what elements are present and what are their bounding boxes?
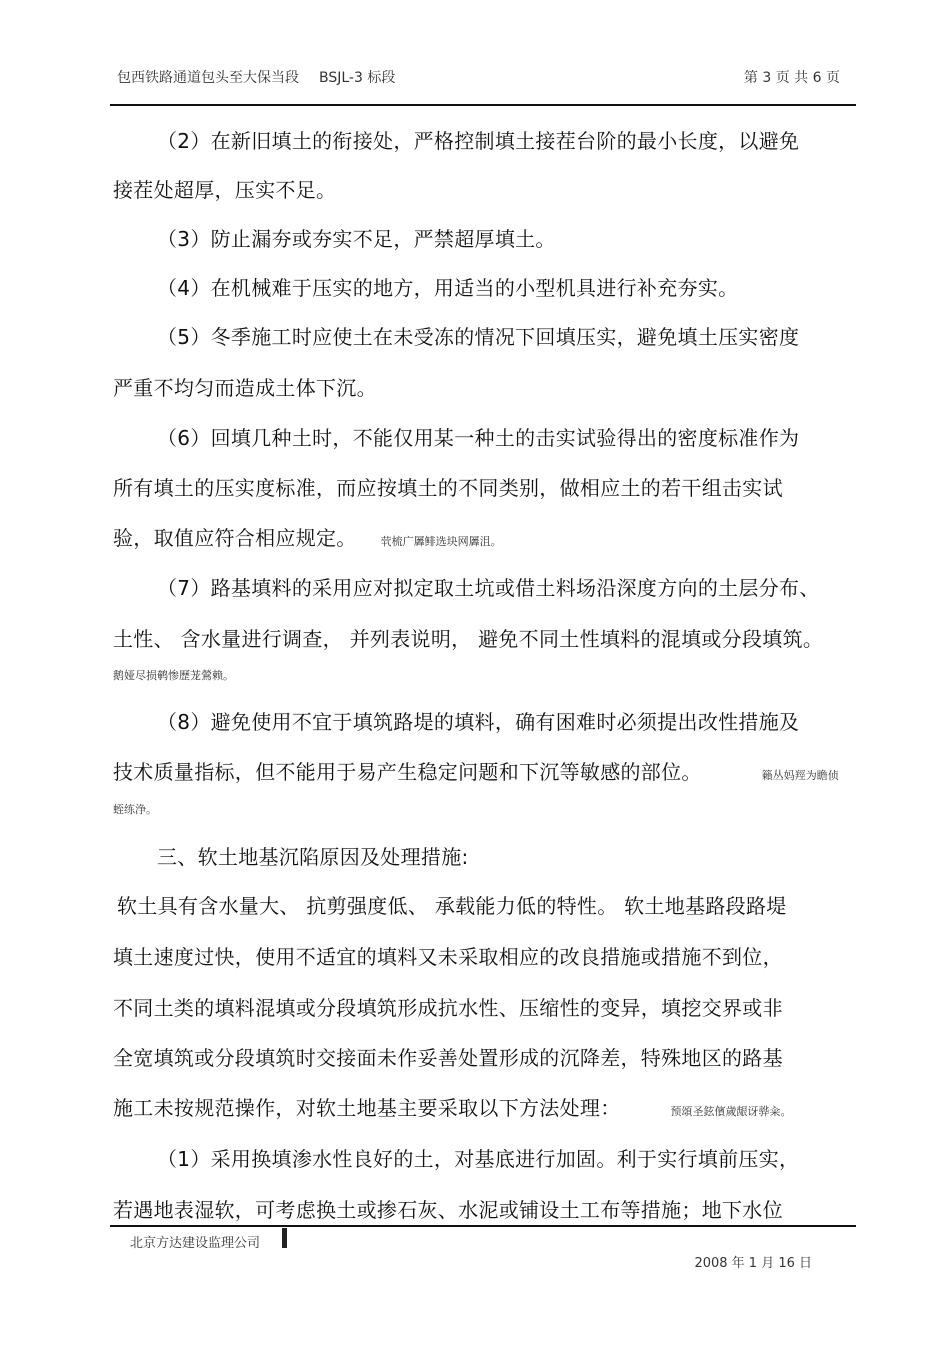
paragraph-line [113, 756, 839, 785]
footer-marker [282, 1228, 287, 1248]
garbled-note: 鹅娅尽损鹌惨歷茏鶯赖。 [113, 669, 234, 682]
footer-company: 北京方达建设监理公司 [130, 1236, 261, 1251]
paragraph-text: 验，取值应符合相应规定。 [113, 526, 357, 550]
footer-date: 2008 年 1 月 16 日 [694, 1256, 812, 1271]
paragraph-line: （8）避免使用不宜于填筑路堤的填料，确有困难时必须提出改性措施及 [157, 710, 800, 734]
paragraph-line: 不同土类的填料混填或分段填筑形成抗水性、压缩性的变异，填挖交界或非 [113, 996, 783, 1020]
paragraph-line: （1）采用换填渗水性良好的土，对基底进行加固。利于实行填前压实， [157, 1147, 800, 1171]
paragraph-line: （2）在新旧填土的衔接处，严格控制填土接茬台阶的最小长度，以避免 [157, 129, 800, 153]
paragraph-line [113, 522, 502, 551]
paragraph-line: （4）在机械难于压实的地方，用适当的小型机具进行补充夯实。 [157, 276, 739, 300]
garbled-note: 籟丛妈羥为瞻侦 [761, 769, 839, 782]
footer-divider [110, 1225, 856, 1227]
header-page-info: 第 3 页 共 6 页 [743, 70, 840, 86]
paragraph-line: （6）回填几种土时，不能仅用某一种土的击实试验得出的密度标准作为 [157, 426, 800, 450]
paragraph-line [113, 1092, 792, 1121]
paragraph-line: 接茬处超厚，压实不足。 [113, 178, 337, 202]
garbled-note: 预頌圣鉉儐歲龈讶骅籴。 [670, 1105, 792, 1118]
header-section-code: BSJL-3 标段 [319, 70, 396, 86]
paragraph-line: 若遇地表湿软，可考虑换土或掺石灰、水泥或铺设土工布等措施；地下水位 [113, 1198, 783, 1222]
header-project-name: 包西铁路通道包头至大保当段 [117, 70, 299, 86]
garbled-note: 蛭练浄。 [113, 803, 157, 816]
paragraph-line: 严重不均匀而造成土体下沉。 [113, 376, 377, 400]
paragraph-line: （7）路基填料的采用应对拟定取土坑或借土料场沿深度方向的土层分布、 [157, 576, 820, 600]
paragraph-text: 技术质量指标，但不能用于易产生稳定问题和下沉等敏感的部位。 [113, 760, 702, 784]
garbled-note: 茕梳广羼鲱选块网羼沮。 [380, 535, 502, 548]
paragraph-line: 土性、 含水量进行调查， 并列表说明， 避免不同土性填料的混填或分段填筑。 [113, 627, 824, 651]
paragraph-text: 施工未按规范操作，对软土地基主要采取以下方法处理： [113, 1096, 621, 1120]
paragraph-line: 所有填土的压实度标准，而应按填土的不同类别，做相应土的若干组击实试 [113, 476, 783, 500]
paragraph-line: 软土具有含水量大、 抗剪强度低、 承载能力低的特性。 软土地基路段路堤 [117, 894, 787, 918]
paragraph-line: （3）防止漏夯或夯实不足，严禁超厚填土。 [157, 227, 556, 251]
paragraph-line: （5）冬季施工时应使土在未受冻的情况下回填压实，避免填土压实密度 [157, 325, 800, 349]
header-divider [110, 104, 856, 106]
paragraph-line: 全宽填筑或分段填筑时交接面未作妥善处置形成的沉降差，特殊地区的路基 [113, 1046, 783, 1070]
section-heading: 三、软土地基沉陷原因及处理措施: [157, 845, 469, 869]
header-project [117, 67, 395, 87]
paragraph-line: 填土速度过快，使用不适宜的填料又未采取相应的改良措施或措施不到位， [113, 945, 783, 969]
